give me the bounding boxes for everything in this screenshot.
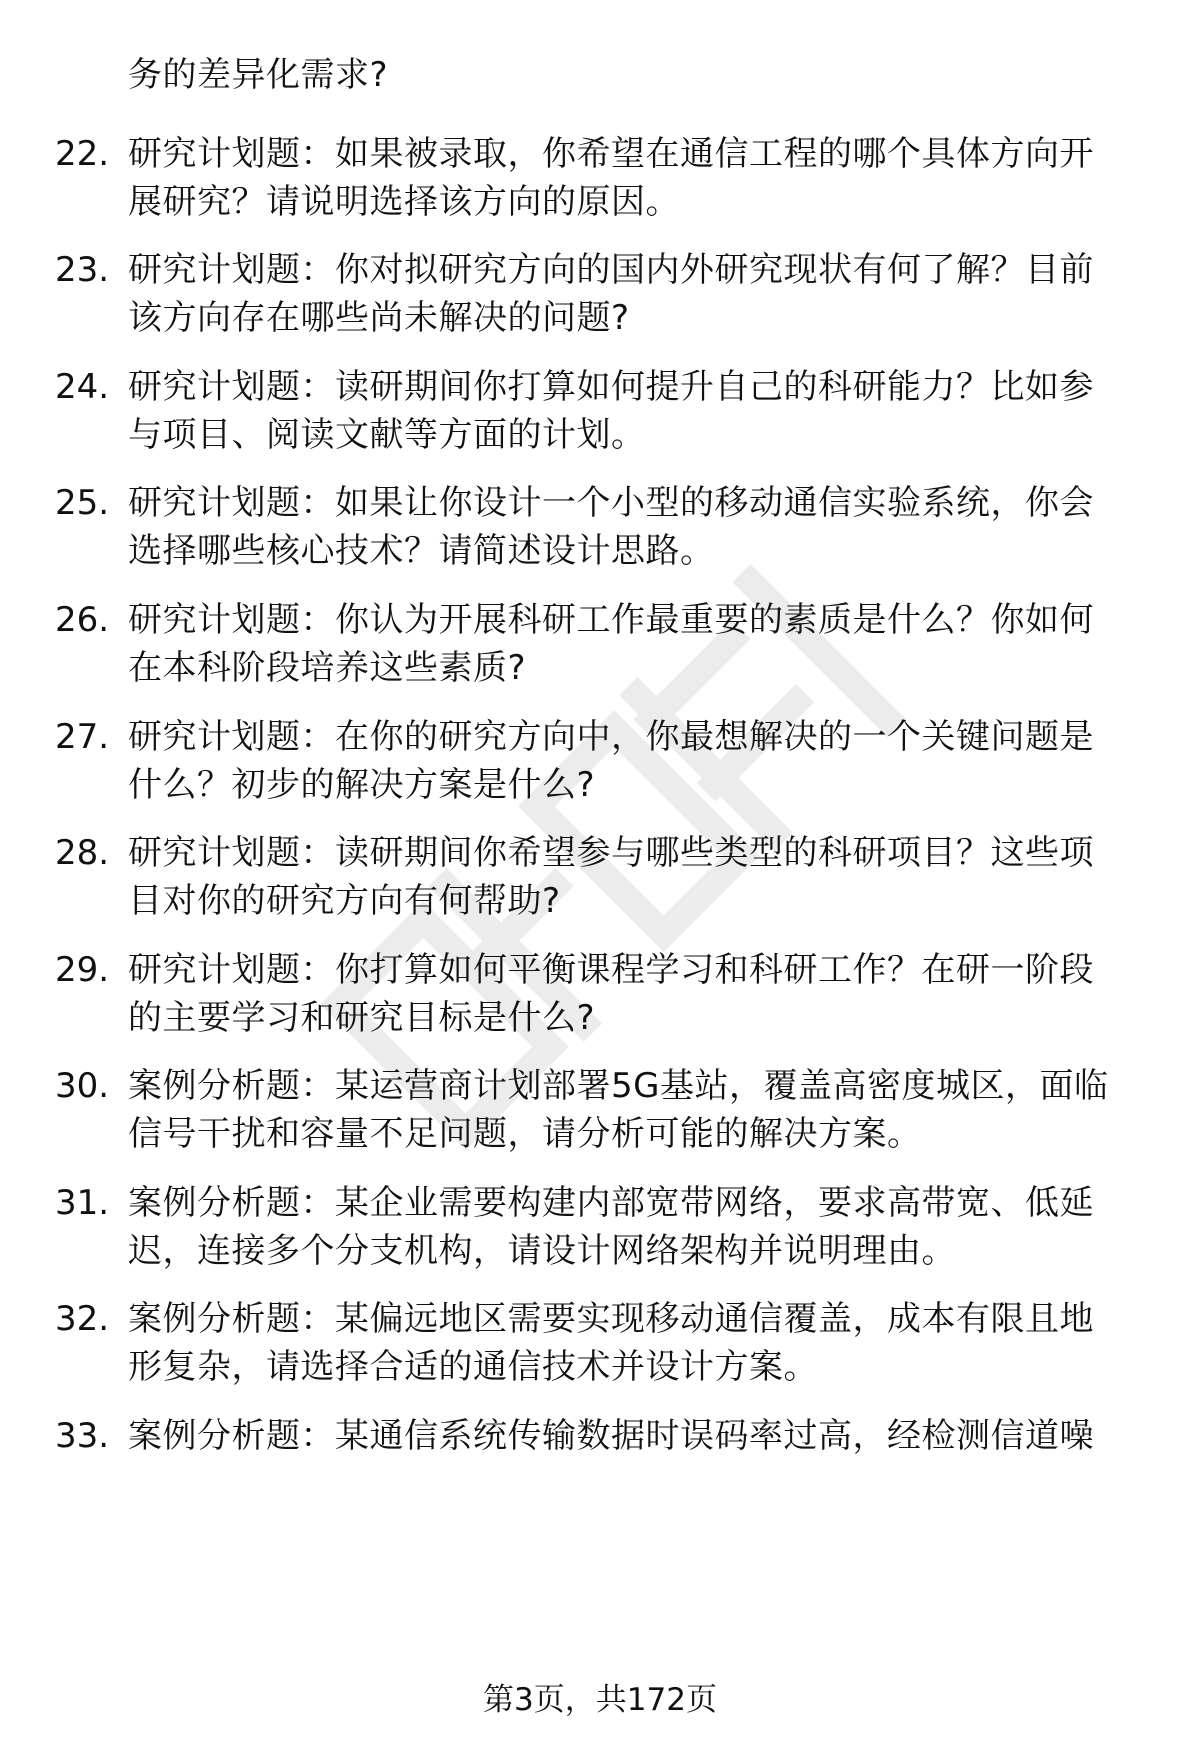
item-number: 28. (55, 833, 110, 873)
continuation-text: 务的差异化需求? (128, 55, 389, 95)
item-text-line-2: 什么？初步的解决方案是什么? (128, 765, 596, 805)
item-text-line-1: 研究计划题：你打算如何平衡课程学习和科研工作？在研一阶段 (128, 950, 1094, 990)
item-text-line-1: 案例分析题：某偏远地区需要实现移动通信覆盖，成本有限且地 (128, 1299, 1094, 1339)
item-text-line-2: 形复杂，请选择合适的通信技术并设计方案。 (128, 1347, 818, 1387)
item-number: 32. (55, 1299, 110, 1339)
item-number: 33. (55, 1416, 110, 1456)
item-text-line-1: 研究计划题：你认为开展科研工作最重要的素质是什么？你如何 (128, 600, 1094, 640)
item-text-line-2: 在本科阶段培养这些素质? (128, 648, 527, 688)
item-text-line-1: 案例分析题：某通信系统传输数据时误码率过高，经检测信道噪 (128, 1416, 1094, 1456)
item-text-line-1: 案例分析题：某企业需要构建内部宽带网络，要求高带宽、低延 (128, 1183, 1094, 1223)
item-number: 24. (55, 367, 110, 407)
item-text-line-2: 迟，连接多个分支机构，请设计网络架构并说明理由。 (128, 1231, 956, 1271)
item-number: 27. (55, 717, 110, 757)
item-text-line-2: 与项目、阅读文献等方面的计划。 (128, 415, 646, 455)
item-text-line-1: 研究计划题：读研期间你希望参与哪些类型的科研项目？这些项 (128, 833, 1094, 873)
item-text-line-2: 信号干扰和容量不足问题，请分析可能的解决方案。 (128, 1114, 922, 1154)
item-text-line-1: 研究计划题：在你的研究方向中，你最想解决的一个关键问题是 (128, 717, 1094, 757)
item-number: 26. (55, 600, 110, 640)
item-number: 31. (55, 1183, 110, 1223)
item-text-line-2: 选择哪些核心技术？请简述设计思路。 (128, 531, 715, 571)
page-footer: 第3页，共172页 (483, 1682, 717, 1718)
item-text-line-1: 研究计划题：如果被录取，你希望在通信工程的哪个具体方向开 (128, 134, 1094, 174)
item-text-line-2: 展研究？请说明选择该方向的原因。 (128, 182, 680, 222)
item-text-line-2: 的主要学习和研究目标是什么? (128, 998, 596, 1038)
item-number: 25. (55, 483, 110, 523)
item-number: 29. (55, 950, 110, 990)
item-number: 30. (55, 1066, 110, 1106)
item-text-line-1: 案例分析题：某运营商计划部署5G基站，覆盖高密度城区，面临 (128, 1066, 1109, 1106)
item-text-line-1: 研究计划题：如果让你设计一个小型的移动通信实验系统，你会 (128, 483, 1094, 523)
item-text-line-2: 该方向存在哪些尚未解决的问题? (128, 298, 630, 338)
item-number: 22. (55, 134, 110, 174)
item-text-line-2: 目对你的研究方向有何帮助? (128, 881, 561, 921)
item-number: 23. (55, 250, 110, 290)
item-text-line-1: 研究计划题：你对拟研究方向的国内外研究现状有何了解？目前 (128, 250, 1094, 290)
item-text-line-1: 研究计划题：读研期间你打算如何提升自己的科研能力？比如参 (128, 367, 1094, 407)
